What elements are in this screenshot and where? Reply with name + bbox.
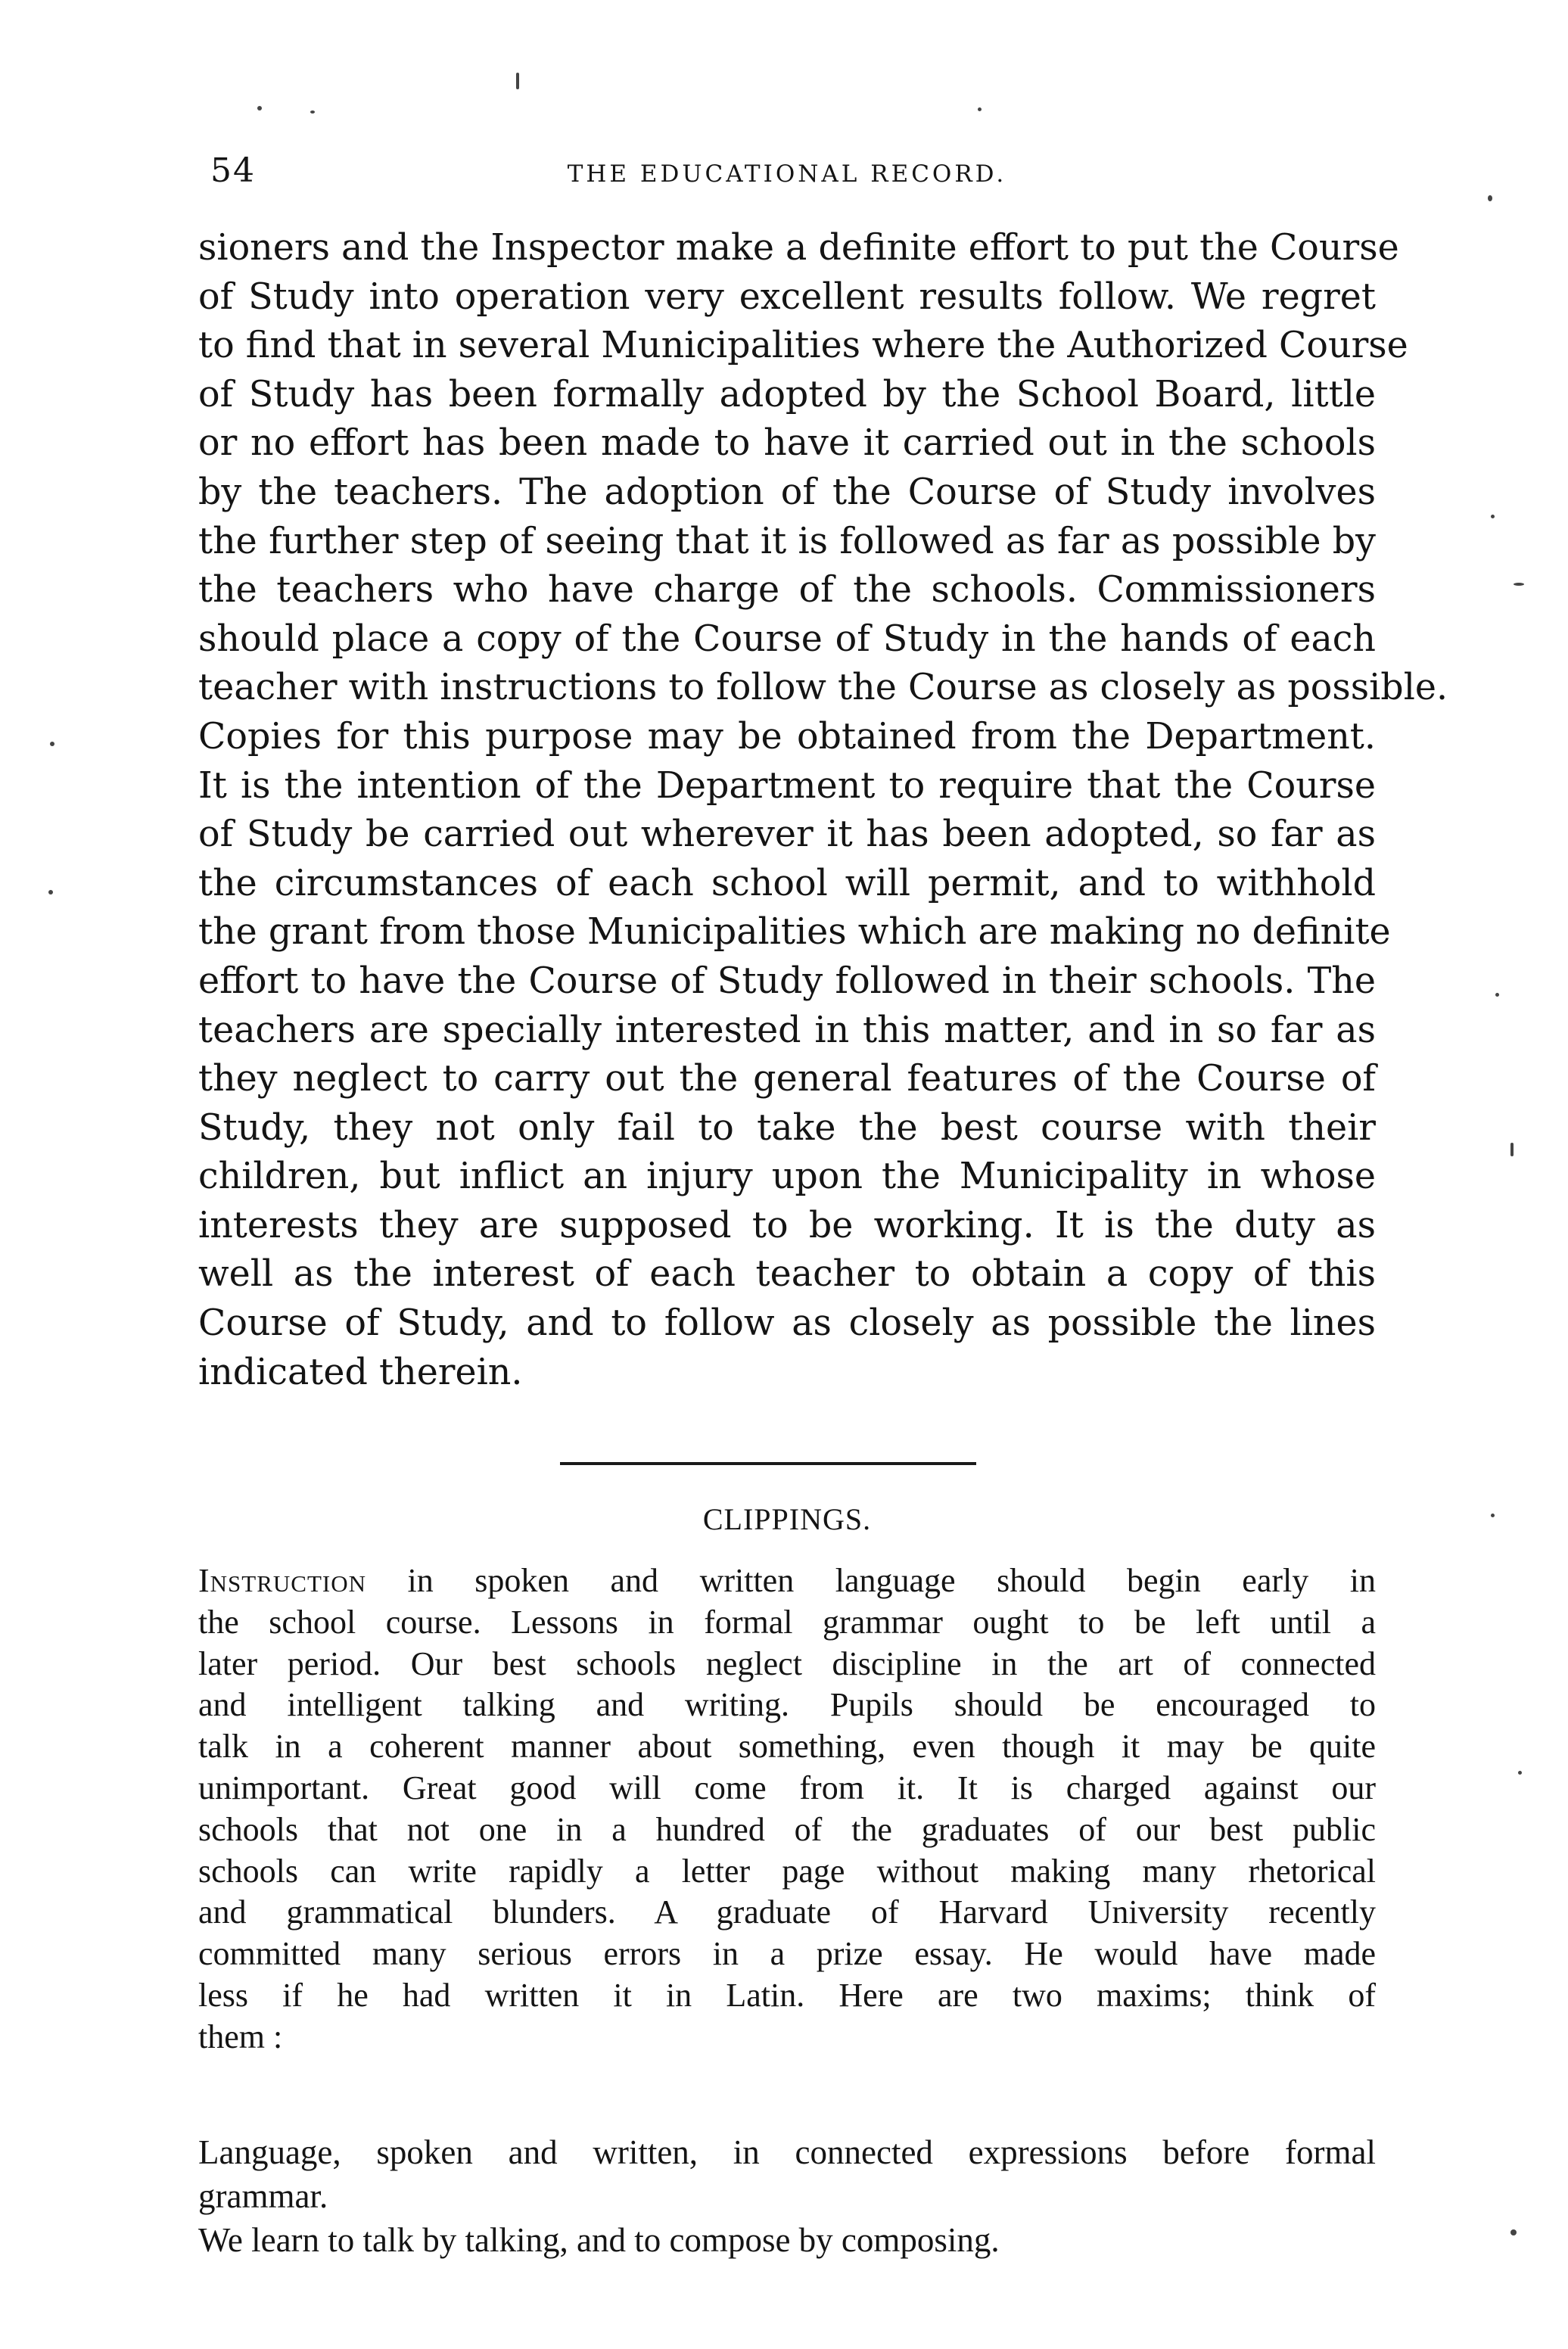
scan-speck <box>48 890 53 894</box>
body-line: Copies for this purpose may be obtained from the Department. <box>198 715 1376 758</box>
body-line: Course of Study, and to follow as closely as possible the lines <box>198 1302 1376 1345</box>
scan-speck <box>1488 195 1492 201</box>
scan-speck <box>1518 1771 1522 1775</box>
running-head: THE EDUCATIONAL RECORD. <box>567 160 1007 188</box>
clipping-line <box>198 1560 1376 1602</box>
maxims-block <box>198 2130 1376 2262</box>
maxim-line: Language, spoken and written, in connected expressions before formal <box>198 2133 1376 2171</box>
body-line: or no effort has been made to have it carried out in the schools <box>198 422 1376 465</box>
clipping-line: schools that not one in a hundred of the graduates of our best public <box>198 1810 1376 1848</box>
clipping-line: schools can write rapidly a letter page without making many rhetorical <box>198 1852 1376 1890</box>
body-line: indicated therein. <box>198 1351 523 1393</box>
scan-speck <box>1514 583 1524 586</box>
body-line: the circumstances of each school will permit, and to withhold <box>198 862 1376 904</box>
scan-speck <box>1495 993 1499 997</box>
clipping-line: and intelligent talking and writing. Pupils should be encouraged to <box>198 1686 1376 1724</box>
body-line: children, but inflict an injury upon the Municipality in whose <box>198 1156 1376 1198</box>
section-divider <box>560 1462 976 1465</box>
clipping-line: later period. Our best schools neglect discipline in the art of connected <box>198 1644 1376 1682</box>
clipping-line: and grammatical blunders. A graduate of Harvard University recently <box>198 1893 1376 1931</box>
scan-speck <box>516 73 519 89</box>
body-line: should place a copy of the Course of Study in the hands of each <box>198 618 1376 660</box>
clipping-line-rest: in spoken and written language should begin early in <box>366 1562 1376 1599</box>
body-line: the further step of seeing that it is followed as far as possible by <box>198 520 1376 562</box>
clippings-paragraph <box>198 1560 1376 2058</box>
maxim-line: We learn to talk by talking, and to compose by composing. <box>198 2221 1000 2259</box>
body-line: they neglect to carry out the general features of the Course of <box>198 1058 1376 1100</box>
scan-speck <box>1491 515 1495 518</box>
scan-speck <box>310 110 315 114</box>
body-paragraph <box>198 224 1448 1397</box>
section-title: CLIPPINGS. <box>702 1502 872 1536</box>
body-line: the grant from those Municipalities which are making no definite <box>198 911 1391 954</box>
body-line: teachers are specially interested in this matter, and in so far as <box>198 1009 1376 1051</box>
body-line: to find that in several Municipalities where the Authorized Course <box>198 325 1408 367</box>
body-line: of Study be carried out wherever it has been adopted, so far as <box>198 814 1376 856</box>
clipping-line: unimportant. Great good will come from it. It is charged against our <box>198 1769 1376 1806</box>
scan-speck <box>257 106 262 110</box>
body-line: interests they are supposed to be working. It is the duty as <box>198 1204 1376 1246</box>
body-line: of Study into operation very excellent results follow. We regret <box>198 275 1376 318</box>
drop-word: Instruction <box>198 1562 366 1599</box>
scan-speck <box>50 742 54 746</box>
clipping-line: committed many serious errors in a prize essay. He would have made <box>198 1935 1376 1973</box>
page-header <box>197 151 1377 197</box>
clipping-line: them : <box>198 2018 283 2055</box>
body-line: Study, they not only fail to take the best course with their <box>198 1106 1376 1149</box>
body-line: the teachers who have charge of the schools. Commissioners <box>198 569 1376 611</box>
body-line: sioners and the Inspector make a definite effort to put the Course <box>198 227 1399 269</box>
clipping-line: the school course. Lessons in formal grammar ought to be left until a <box>198 1603 1376 1641</box>
scan-speck <box>978 107 982 111</box>
body-line: It is the intention of the Department to require that the Course <box>198 764 1376 807</box>
body-line: of Study has been formally adopted by the School Board, little <box>198 373 1376 415</box>
body-line: by the teachers. The adoption of the Course of Study involves <box>198 471 1376 513</box>
maxim-line: grammar. <box>198 2177 328 2215</box>
body-line: well as the interest of each teacher to obtain a copy of this <box>198 1253 1376 1296</box>
page-number: 54 <box>210 151 256 190</box>
scan-speck <box>1491 1514 1495 1517</box>
clipping-line: talk in a coherent manner about something, even though it may be quite <box>198 1728 1376 1766</box>
scan-speck <box>1510 2229 1517 2235</box>
body-line: teacher with instructions to follow the Course as closely as possible. <box>198 667 1448 709</box>
body-line: effort to have the Course of Study followed in their schools. The <box>198 960 1376 1002</box>
clipping-line: less if he had written it in Latin. Here are two maxims; think of <box>198 1976 1376 2014</box>
scan-speck <box>1510 1143 1514 1156</box>
